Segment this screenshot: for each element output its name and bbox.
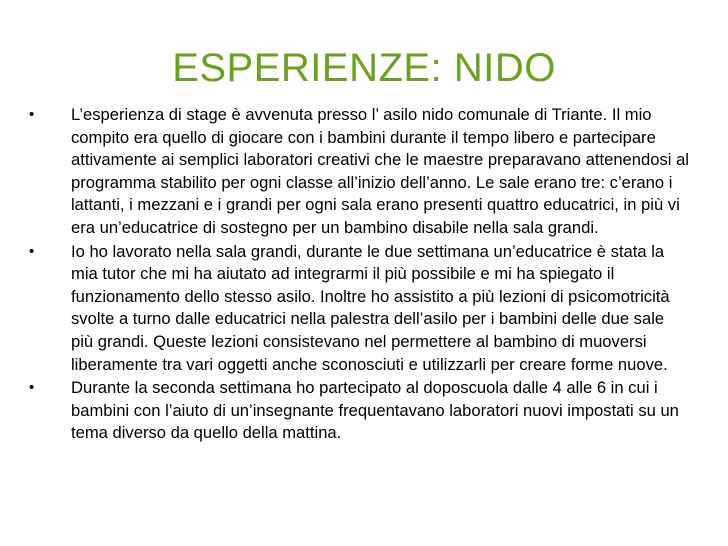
bullet-item (29, 377, 689, 445)
bullet-item (29, 104, 689, 240)
bullet-icon: • (29, 106, 35, 123)
bullet-text: L’esperienza di stage è avvenuta presso l’ asilo nido comunale di Triante. Il mio compito era quello di giocare con i bambini durante il tempo libero e partecipare attivamente ai semplici laboratori creativi che le maestre preparavano attenendosi al programma stabilito per ogni classe all’inizio dell’anno. Le sale erano tre: c’erano i lattanti, i mezzani e i grandi per ogni sala erano presenti quattro educatrici, in più vi era un’educatrice di sostegno per un bambino disabile nella sala grandi. (71, 105, 689, 237)
bullet-text: Io ho lavorato nella sala grandi, durante le due settimana un’educatrice è stata la mia tutor che mi ha aiutato ad integrarmi il più possibile e mi ha spiegato il funzionamento dello stesso asilo. Inoltre ho assistito a più lezioni di psicomotricità svolte a turno dalle educatrici nella palestra dell’asilo per i bambini delle due sale più grandi. Queste lezioni consistevano nel permettere al bambino di muoversi liberamente tra vari oggetti anche sconosciuti e utilizzarli per creare forme nuove. (71, 241, 670, 374)
bullet-icon: • (29, 242, 35, 260)
bullet-list (29, 104, 689, 446)
bullet-icon: • (29, 379, 35, 397)
slide-title: ESPERIENZE: NIDO (172, 46, 556, 90)
bullet-item (29, 241, 689, 377)
bullet-text: Durante la seconda settimana ho partecipato al doposcuola dalle 4 alle 6 in cui i bambini con l’aiuto di un’insegnante frequentavano laboratori nuovi impostati su un tema diverso da quello della mattina. (71, 378, 679, 443)
